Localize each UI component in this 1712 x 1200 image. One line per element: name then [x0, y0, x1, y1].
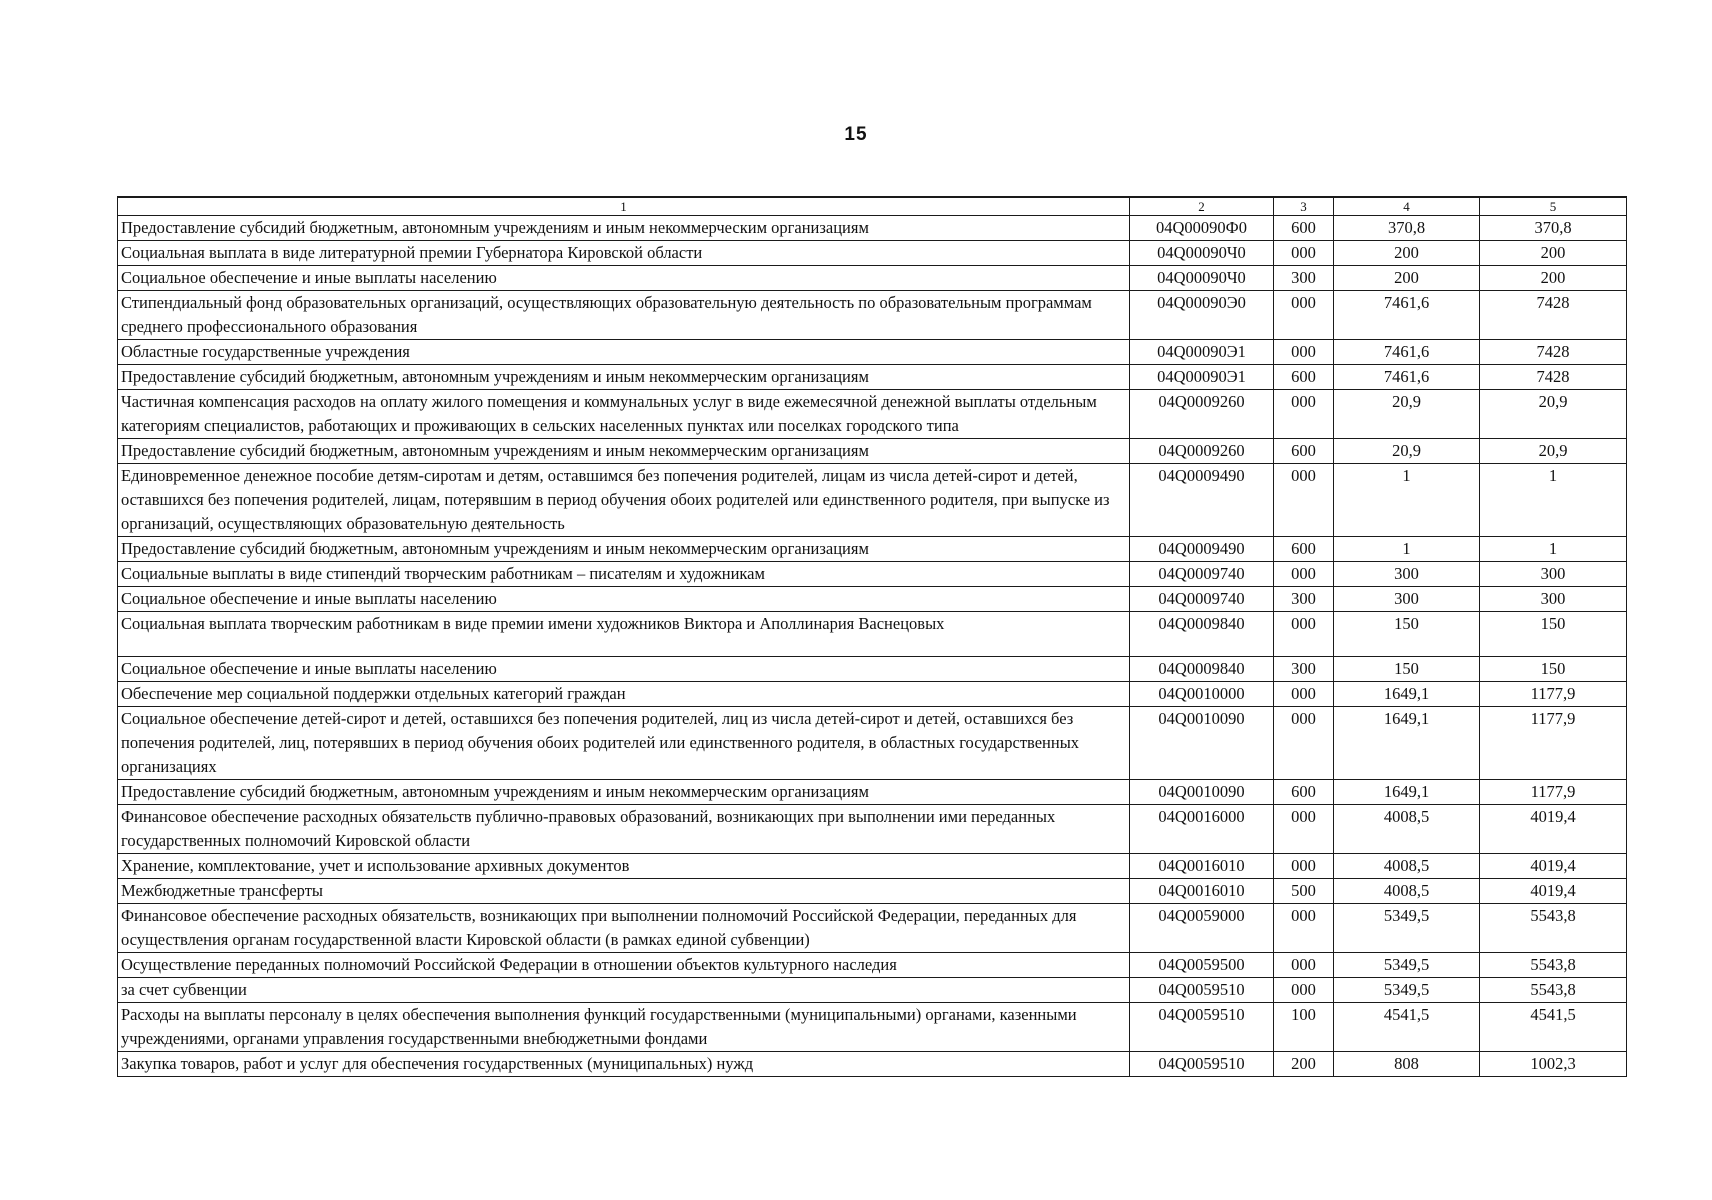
row-amount-col4-cell: 4008,5	[1334, 854, 1480, 879]
row-expense-type-cell: 000	[1274, 291, 1334, 340]
row-expense-type-cell: 000	[1274, 682, 1334, 707]
row-amount-col4-cell: 5349,5	[1334, 978, 1480, 1003]
row-amount-col5-cell: 1177,9	[1480, 682, 1627, 707]
row-name-cell: Предоставление субсидий бюджетным, автономным учреждениям и иным некоммерческим организациям	[118, 780, 1130, 805]
row-code-cell: 04Q0016010	[1130, 879, 1274, 904]
table-header-row	[118, 197, 1627, 216]
row-amount-col5-cell: 1	[1480, 464, 1627, 537]
row-name-cell: Областные государственные учреждения	[118, 340, 1130, 365]
table-row	[118, 587, 1627, 612]
row-amount-col5-cell: 1	[1480, 537, 1627, 562]
row-expense-type-cell: 000	[1274, 707, 1334, 780]
row-amount-col5-cell: 200	[1480, 241, 1627, 266]
column-header-2: 2	[1130, 197, 1274, 216]
row-code-cell: 04Q0016010	[1130, 854, 1274, 879]
table-row	[118, 707, 1627, 780]
row-code-cell: 04Q0010090	[1130, 707, 1274, 780]
row-name-cell: Закупка товаров, работ и услуг для обеспечения государственных (муниципальных) нужд	[118, 1052, 1130, 1077]
row-code-cell: 04Q0009490	[1130, 464, 1274, 537]
table-row	[118, 953, 1627, 978]
row-amount-col4-cell: 200	[1334, 266, 1480, 291]
row-code-cell: 04Q0010000	[1130, 682, 1274, 707]
row-name-cell: Социальное обеспечение и иные выплаты населению	[118, 587, 1130, 612]
row-code-cell: 04Q0009840	[1130, 657, 1274, 682]
row-amount-col4-cell: 5349,5	[1334, 904, 1480, 953]
table-row	[118, 562, 1627, 587]
row-name-cell: Социальная выплата творческим работникам в виде премии имени художников Виктора и Аполлинария Васнецовых	[118, 612, 1130, 657]
row-name-cell: Социальное обеспечение и иные выплаты населению	[118, 657, 1130, 682]
row-name-cell: Предоставление субсидий бюджетным, автономным учреждениям и иным некоммерческим организациям	[118, 537, 1130, 562]
page-number: 15	[844, 124, 868, 145]
row-amount-col5-cell: 5543,8	[1480, 978, 1627, 1003]
row-amount-col4-cell: 7461,6	[1334, 291, 1480, 340]
table-row	[118, 241, 1627, 266]
row-amount-col5-cell: 7428	[1480, 365, 1627, 390]
row-amount-col5-cell: 4541,5	[1480, 1003, 1627, 1052]
row-code-cell: 04Q0059000	[1130, 904, 1274, 953]
row-name-cell: Хранение, комплектование, учет и использование архивных документов	[118, 854, 1130, 879]
table-row	[118, 879, 1627, 904]
row-name-cell: Финансовое обеспечение расходных обязательств, возникающих при выполнении полномочий Российской Федерации, переданных для осуществления органам государственной власти Кировской области (в рамках единой субвенции)	[118, 904, 1130, 953]
row-code-cell: 04Q0059510	[1130, 978, 1274, 1003]
table-row	[118, 1052, 1627, 1077]
row-expense-type-cell: 000	[1274, 904, 1334, 953]
row-name-cell: за счет субвенции	[118, 978, 1130, 1003]
row-code-cell: 04Q0009740	[1130, 587, 1274, 612]
table-row	[118, 365, 1627, 390]
table-row	[118, 464, 1627, 537]
row-name-cell: Финансовое обеспечение расходных обязательств публично-правовых образований, возникающих при выполнении ими переданных государственных полномочий Кировской области	[118, 805, 1130, 854]
row-amount-col4-cell: 300	[1334, 562, 1480, 587]
row-code-cell: 04Q0059500	[1130, 953, 1274, 978]
column-header-4: 4	[1334, 197, 1480, 216]
row-name-cell: Расходы на выплаты персоналу в целях обеспечения выполнения функций государственными (муниципальными) органами, казенными учреждениями, органами управления государственными внебюджетными фондами	[118, 1003, 1130, 1052]
table-row	[118, 439, 1627, 464]
row-amount-col4-cell: 200	[1334, 241, 1480, 266]
row-amount-col4-cell: 20,9	[1334, 439, 1480, 464]
table-row	[118, 978, 1627, 1003]
row-name-cell: Стипендиальный фонд образовательных организаций, осуществляющих образовательную деятельность по образовательным программам среднего профессионального образования	[118, 291, 1130, 340]
table-row	[118, 612, 1627, 657]
table-row	[118, 854, 1627, 879]
row-name-cell: Частичная компенсация расходов на оплату жилого помещения и коммунальных услуг в виде ежемесячной денежной выплаты отдельным категориям специалистов, работающих и проживающих в сельских населенных пунктах или поселках городского типа	[118, 390, 1130, 439]
row-amount-col4-cell: 4008,5	[1334, 879, 1480, 904]
row-expense-type-cell: 000	[1274, 340, 1334, 365]
row-code-cell: 04Q00090Ч0	[1130, 266, 1274, 291]
row-expense-type-cell: 600	[1274, 365, 1334, 390]
row-code-cell: 04Q0009840	[1130, 612, 1274, 657]
row-expense-type-cell: 200	[1274, 1052, 1334, 1077]
row-amount-col4-cell: 300	[1334, 587, 1480, 612]
row-expense-type-cell: 000	[1274, 953, 1334, 978]
row-expense-type-cell: 300	[1274, 657, 1334, 682]
column-header-1: 1	[118, 197, 1130, 216]
row-expense-type-cell: 600	[1274, 537, 1334, 562]
row-amount-col5-cell: 5543,8	[1480, 904, 1627, 953]
row-expense-type-cell: 300	[1274, 266, 1334, 291]
row-name-cell: Социальные выплаты в виде стипендий творческим работникам – писателям и художникам	[118, 562, 1130, 587]
row-code-cell: 04Q0009260	[1130, 439, 1274, 464]
row-expense-type-cell: 100	[1274, 1003, 1334, 1052]
row-code-cell: 04Q00090Ч0	[1130, 241, 1274, 266]
row-expense-type-cell: 600	[1274, 216, 1334, 241]
row-code-cell: 04Q0059510	[1130, 1052, 1274, 1077]
table-row	[118, 657, 1627, 682]
row-name-cell: Социальная выплата в виде литературной премии Губернатора Кировской области	[118, 241, 1130, 266]
row-code-cell: 04Q00090Э1	[1130, 340, 1274, 365]
row-amount-col5-cell: 1177,9	[1480, 707, 1627, 780]
row-amount-col4-cell: 150	[1334, 657, 1480, 682]
row-amount-col4-cell: 150	[1334, 612, 1480, 657]
row-amount-col4-cell: 7461,6	[1334, 340, 1480, 365]
table-row	[118, 780, 1627, 805]
row-code-cell: 04Q00090Э1	[1130, 365, 1274, 390]
table-row	[118, 340, 1627, 365]
row-amount-col5-cell: 1177,9	[1480, 780, 1627, 805]
table-row	[118, 537, 1627, 562]
table-row	[118, 904, 1627, 953]
row-name-cell: Предоставление субсидий бюджетным, автономным учреждениям и иным некоммерческим организациям	[118, 216, 1130, 241]
row-amount-col5-cell: 150	[1480, 657, 1627, 682]
row-amount-col4-cell: 5349,5	[1334, 953, 1480, 978]
table-row	[118, 266, 1627, 291]
row-expense-type-cell: 000	[1274, 390, 1334, 439]
row-amount-col5-cell: 300	[1480, 587, 1627, 612]
row-amount-col5-cell: 7428	[1480, 291, 1627, 340]
row-expense-type-cell: 000	[1274, 562, 1334, 587]
row-expense-type-cell: 300	[1274, 587, 1334, 612]
table-row	[118, 1003, 1627, 1052]
row-amount-col5-cell: 1002,3	[1480, 1052, 1627, 1077]
row-amount-col5-cell: 300	[1480, 562, 1627, 587]
row-expense-type-cell: 000	[1274, 464, 1334, 537]
table-row	[118, 682, 1627, 707]
row-code-cell: 04Q00090Э0	[1130, 291, 1274, 340]
row-code-cell: 04Q0009260	[1130, 390, 1274, 439]
row-name-cell: Социальное обеспечение детей-сирот и детей, оставшихся без попечения родителей, лиц из числа детей-сирот и детей, оставшихся без попечения родителей, лиц, потерявших в период обучения обоих родителей или единственного родителя, в областных государственных организациях	[118, 707, 1130, 780]
row-expense-type-cell: 000	[1274, 612, 1334, 657]
row-amount-col5-cell: 7428	[1480, 340, 1627, 365]
row-amount-col4-cell: 20,9	[1334, 390, 1480, 439]
row-expense-type-cell: 000	[1274, 854, 1334, 879]
row-amount-col5-cell: 370,8	[1480, 216, 1627, 241]
row-amount-col5-cell: 150	[1480, 612, 1627, 657]
row-amount-col5-cell: 20,9	[1480, 390, 1627, 439]
row-amount-col4-cell: 808	[1334, 1052, 1480, 1077]
row-code-cell: 04Q0016000	[1130, 805, 1274, 854]
table-row	[118, 805, 1627, 854]
row-amount-col5-cell: 4019,4	[1480, 805, 1627, 854]
row-expense-type-cell: 000	[1274, 978, 1334, 1003]
row-amount-col4-cell: 1	[1334, 537, 1480, 562]
row-name-cell: Социальное обеспечение и иные выплаты населению	[118, 266, 1130, 291]
row-amount-col4-cell: 1649,1	[1334, 780, 1480, 805]
row-name-cell: Предоставление субсидий бюджетным, автономным учреждениям и иным некоммерческим организациям	[118, 439, 1130, 464]
row-name-cell: Единовременное денежное пособие детям-сиротам и детям, оставшимся без попечения родителей, лицам из числа детей-сирот и детей, оставшихся без попечения родителей, лицам, потерявшим в период обучения обоих родителей или единственного родителя, при выпуске из организаций, осуществляющих образовательную деятельность	[118, 464, 1130, 537]
row-amount-col4-cell: 7461,6	[1334, 365, 1480, 390]
row-code-cell: 04Q00090Ф0	[1130, 216, 1274, 241]
row-name-cell: Предоставление субсидий бюджетным, автономным учреждениям и иным некоммерческим организациям	[118, 365, 1130, 390]
column-header-3: 3	[1274, 197, 1334, 216]
row-amount-col4-cell: 4541,5	[1334, 1003, 1480, 1052]
row-amount-col5-cell: 20,9	[1480, 439, 1627, 464]
table-row	[118, 390, 1627, 439]
row-expense-type-cell: 000	[1274, 805, 1334, 854]
table-body	[118, 216, 1627, 1077]
budget-table	[117, 196, 1627, 1077]
row-name-cell: Осуществление переданных полномочий Российской Федерации в отношении объектов культурного наследия	[118, 953, 1130, 978]
row-name-cell: Обеспечение мер социальной поддержки отдельных категорий граждан	[118, 682, 1130, 707]
row-amount-col4-cell: 4008,5	[1334, 805, 1480, 854]
row-code-cell: 04Q0010090	[1130, 780, 1274, 805]
row-amount-col5-cell: 5543,8	[1480, 953, 1627, 978]
row-amount-col4-cell: 1	[1334, 464, 1480, 537]
row-expense-type-cell: 600	[1274, 439, 1334, 464]
row-code-cell: 04Q0059510	[1130, 1003, 1274, 1052]
column-header-5: 5	[1480, 197, 1627, 216]
row-expense-type-cell: 500	[1274, 879, 1334, 904]
row-code-cell: 04Q0009490	[1130, 537, 1274, 562]
row-amount-col5-cell: 200	[1480, 266, 1627, 291]
table-row	[118, 291, 1627, 340]
row-expense-type-cell: 000	[1274, 241, 1334, 266]
row-expense-type-cell: 600	[1274, 780, 1334, 805]
row-amount-col4-cell: 1649,1	[1334, 682, 1480, 707]
row-code-cell: 04Q0009740	[1130, 562, 1274, 587]
table-row	[118, 216, 1627, 241]
row-name-cell: Межбюджетные трансферты	[118, 879, 1130, 904]
row-amount-col4-cell: 370,8	[1334, 216, 1480, 241]
row-amount-col5-cell: 4019,4	[1480, 854, 1627, 879]
row-amount-col5-cell: 4019,4	[1480, 879, 1627, 904]
row-amount-col4-cell: 1649,1	[1334, 707, 1480, 780]
